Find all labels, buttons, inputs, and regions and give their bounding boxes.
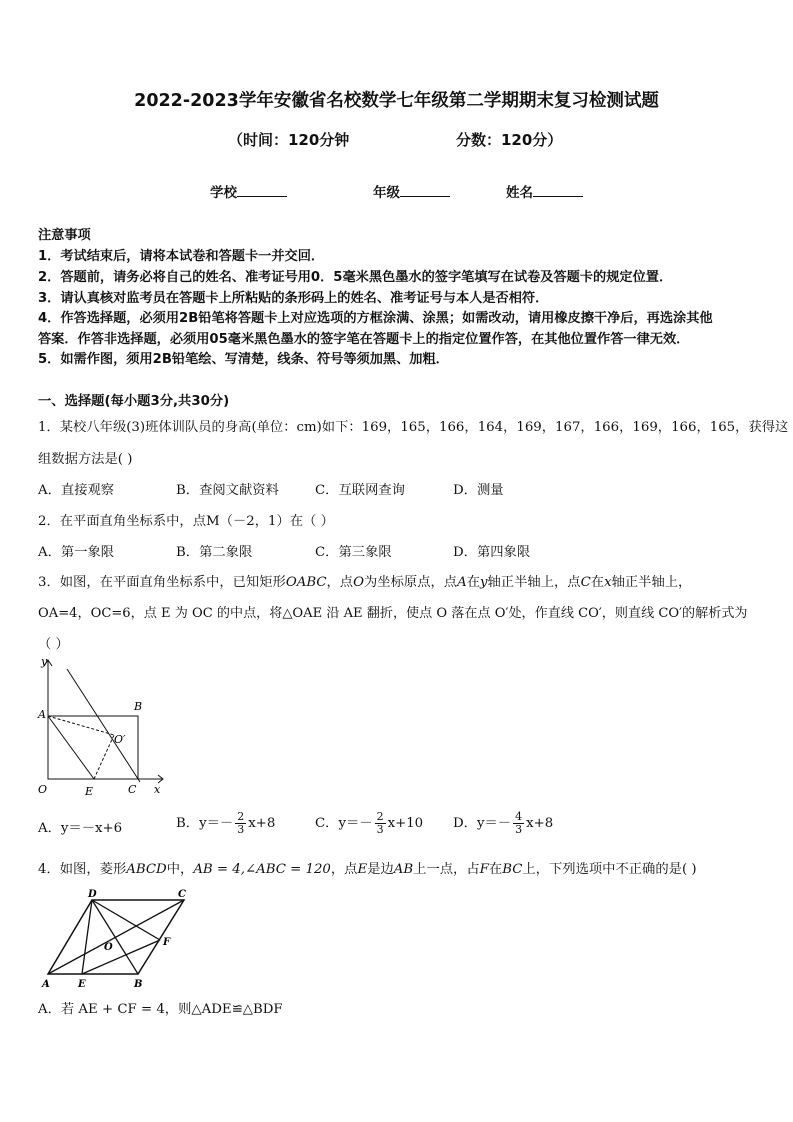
- label-o-prime: O′: [114, 733, 126, 746]
- segment-ao1: [48, 716, 114, 735]
- label-o: O: [104, 942, 113, 953]
- q3-stem-line2: OA=4，OC=6，点 E 为 OC 的中点，将△OAE 沿 AE 翻折，使点 O 落在点 O′处，作直线 CO′，则直线 CO′的解析式为: [38, 606, 748, 621]
- q2-stem: 2．在平面直角坐标系中，点M（－2，1）在（ ）: [38, 514, 334, 529]
- label-b: B: [134, 700, 143, 713]
- q1-option-d: D．测量: [453, 483, 504, 498]
- name-label: 姓名: [506, 185, 533, 201]
- q3-figure: [34, 655, 169, 800]
- school-blank: [237, 183, 287, 197]
- q2-option-a: A．第一象限: [38, 545, 115, 560]
- exam-title: 2022-2023学年安徽省名校数学七年级第二学期期末复习检测试题: [134, 91, 659, 111]
- q1-option-b: B．查阅文献资料: [176, 483, 279, 498]
- q1-stem-line2: 组数据方法是( ): [38, 452, 133, 467]
- school-field: [210, 181, 287, 201]
- label-c: C: [178, 889, 186, 900]
- q2-option-c: C．第三象限: [315, 545, 392, 560]
- label-e: E: [85, 785, 94, 798]
- q1-option-a: A．直接观察: [38, 483, 115, 498]
- grade-label: 年级: [373, 185, 400, 201]
- label-x: x: [154, 783, 161, 796]
- name-field: [506, 181, 583, 201]
- q4-stem: 4．如图，菱形ABCD中，AB = 4,∠ABC = 120，点E是边AB上一点，占F在BC上，下列选项中不正确的是( ): [38, 862, 697, 877]
- label-a: A: [42, 979, 50, 990]
- q4-option-a: A．若 AE + CF = 4，则△ADE≌△BDF: [38, 1002, 283, 1017]
- label-f: F: [163, 937, 171, 948]
- segment-eo1: [94, 735, 114, 779]
- q3-option-a: A．y＝－x+6: [38, 821, 123, 836]
- q3-option-d: D．y＝－ $\frac{4}{3}$ x+8: [453, 810, 554, 836]
- segment-ae: [48, 716, 94, 779]
- q1-option-c: C．互联网查询: [315, 483, 405, 498]
- section-heading: 一、选择题(每小题3分,共30分): [38, 394, 230, 409]
- label-d: D: [88, 889, 97, 900]
- label-a: A: [38, 708, 46, 721]
- grade-blank: [400, 183, 450, 197]
- exam-score: 分数：120分）: [456, 131, 563, 149]
- note-item: 4．作答选择题，必须用2B铅笔将答题卡上对应选项的方框涂满、涂黑；如需改动，请用橡皮擦干净后，再选涂其他: [38, 311, 713, 326]
- label-y: y: [41, 655, 48, 668]
- school-label: 学校: [210, 185, 237, 201]
- note-item: 2．答题前，请务必将自己的姓名、准考证号用0．5毫米黑色墨水的签字笔填写在试卷及答题卡的规定位置．: [38, 270, 673, 285]
- exam-time: （时间：120分钟: [228, 131, 350, 149]
- label-e: E: [78, 979, 86, 990]
- q2-option-d: D．第四象限: [453, 545, 531, 560]
- q3-option-b: B．y＝－ $\frac{2}{3}$ x+8: [176, 810, 276, 836]
- label-o: O: [38, 783, 48, 796]
- grade-field: [373, 181, 450, 201]
- label-c: C: [128, 783, 137, 796]
- q3-stem-line1: 3．如图，在平面直角坐标系中，已知矩形OABC，点O为坐标原点，点A在y轴正半轴上，点C在x轴正半轴上，: [38, 575, 692, 590]
- q3-option-c: C．y＝－ $\frac{2}{3}$ x+10: [315, 810, 424, 836]
- rectangle-oabc: [48, 716, 138, 779]
- note-item: 答案．作答非选择题，必须用05毫米黑色墨水的签字笔在答题卡上的指定位置作答，在其他位置作答一律无效．: [38, 332, 690, 347]
- note-item: 3．请认真核对监考员在答题卡上所粘贴的条形码上的姓名、准考证号与本人是否相符．: [38, 291, 549, 306]
- q3-stem-line3: （ ）: [38, 637, 69, 652]
- name-blank: [533, 183, 583, 197]
- q1-stem-line1: 1．某校八年级(3)班体训队员的身高(单位：cm)如下：169，165，166，164，169，167，166，169，166，165，获得这: [38, 420, 789, 435]
- q2-option-b: B．第二象限: [176, 545, 253, 560]
- line-co1: [67, 669, 143, 782]
- segment-df: [92, 900, 160, 940]
- note-item: 1．考试结束后，请将本试卷和答题卡一并交回．: [38, 249, 325, 264]
- q4-figure: [38, 888, 193, 990]
- label-b: B: [134, 979, 143, 990]
- notes-heading: 注意事项: [38, 228, 91, 243]
- segment-de: [82, 900, 92, 974]
- note-item: 5．如需作图，须用2B铅笔绘、写清楚，线条、符号等须加黑、加粗．: [38, 352, 449, 367]
